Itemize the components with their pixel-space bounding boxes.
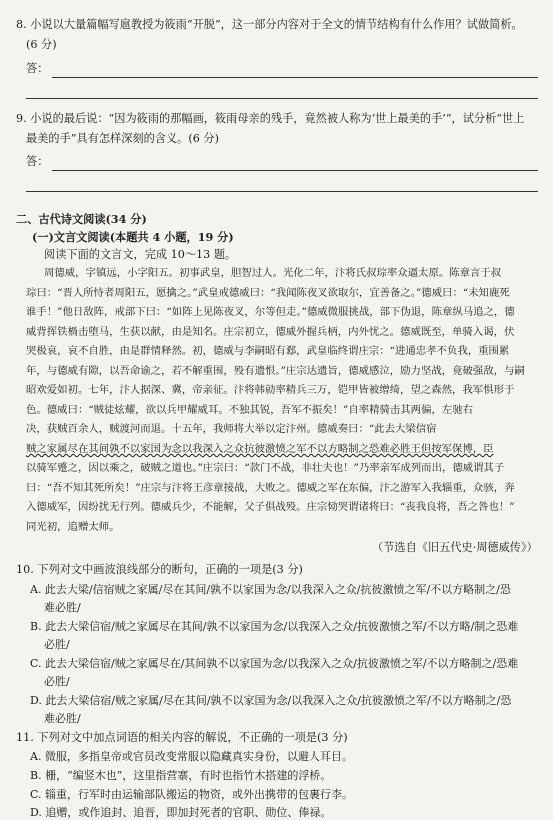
- passage-line-4: 威背挥铁楇击堕马，生获以献，由是知名。庄宗初立，德威外握兵柄，内外忧之。德威既至，单骑入谒，伏: [26, 326, 515, 338]
- q10-option-b-cont: 必胜/: [44, 638, 70, 651]
- passage-line-2: 琮曰：“晋人所恃者周阳五，愿擒之。”武皇戒德威曰：“我闻陈夜叉欲取尔，宜善备之。”德威曰：“未知鹿死: [26, 287, 510, 299]
- q10-option-c[interactable]: C. 此去大梁信宿/贼之家属尽在/其间孰不以家国为念/以我深入之众/抗彼激愤之军/不以方略制之/恐难: [30, 657, 519, 670]
- passage-line-14: 同光初，追赠太师。: [26, 521, 120, 533]
- q8-answer-label: 答：: [26, 62, 49, 75]
- passage-line-10-wavy: 贼之家属尽在其间孰不以家国为念以我深入之众抗彼激愤之军不以方略制之恐难必胜王但按军保博，臣: [26, 443, 494, 455]
- passage-line-6: 年，与德威有隙，以吾命谕之，若不解重围，殁有遗恨。”庄宗达遗旨，德威感泣，励力坚战，竟破强敌，与嗣: [26, 365, 525, 377]
- passage-line-9: 决，获贼百余人，贼渡河而退。十五年，我师将大举以定汴州。德威奏曰：“此去大梁信宿: [26, 423, 437, 435]
- q10-option-b[interactable]: B. 此去大梁信宿/贼之家属尽在其间/孰不以家国为念/以我深入之众/抗彼激愤之军/不以方略/制之恐难: [30, 620, 519, 633]
- q9-answer-line-2[interactable]: [26, 191, 538, 192]
- q8-answer-line-2[interactable]: [26, 98, 538, 99]
- q8-stem-line1: 8. 小说以大量篇幅写扈教授为筱雨“开脱”，这一部分内容对于全文的情节结构有什么作用？试做简析。: [16, 18, 523, 31]
- q9-stem-line2: 最美的手”具有怎样深刻的含义。(6 分): [26, 132, 219, 145]
- q10-option-a[interactable]: A. 此去大梁/信宿贼之家属/尽在其间/孰不以家国为念/以我深入之众/抗彼激愤之军/不以方略制之/恐: [30, 583, 511, 596]
- section-heading: 二、古代诗文阅读(34 分): [16, 212, 147, 226]
- q8-answer-line-1[interactable]: [52, 77, 538, 78]
- passage-line-13: 入德威军，因纷扰无行列。德威兵少，不能解，父子俱战殁。庄宗恸哭谓诸将曰：“丧我良将，吾之咎也！”: [26, 501, 515, 513]
- passage-line-12: 曰：“吾不知其死所矣！”庄宗与汴将王彦章接战，大败之。德威之军在东偏，汴之游军入我辎重，众骇，奔: [26, 482, 515, 494]
- q10-stem: 10. 下列对文中画波浪线部分的断句，正确的一项是(3 分): [16, 563, 303, 576]
- q10-option-a-cont: 难必胜/: [44, 601, 81, 614]
- q11-option-d[interactable]: D. 追赠，或作追封、追晋，即加封死者的官职、勋位、俸禄。: [30, 806, 332, 819]
- q11-option-a[interactable]: A. 微服，多指皇帝或官员改变常服以隐藏真实身份，以避人耳目。: [30, 750, 353, 763]
- q8-stem-line2: (6 分): [26, 38, 57, 51]
- q10-option-d-cont: 难必胜/: [44, 712, 81, 725]
- section-instruction: 阅读下面的文言文，完成 10～13 题。: [44, 248, 237, 261]
- passage-line-1: 周德威，字镇远，小字阳五。初事武皇，胆智过人。光化二年，汴将氏叔琮率众逼太原。陈章言于叔: [44, 267, 502, 279]
- passage-line-7: 昭欢爱如初。七年，汴人据深、冀，帝亲征。汴将韩勍率精兵三万，铠甲皆被缯绮，望之森然，我军惧形于: [26, 384, 515, 396]
- passage-line-8: 色。德威曰：“贼徒炫耀，欲以兵甲耀威耳。不独其锐，吾军不振矣！”自率精骑击其两偏，左驰右: [26, 404, 474, 416]
- q9-answer-label: 答：: [26, 155, 49, 168]
- passage-line-3: 谁手！”他日敌阵，戒部下曰：“如阵上见陈夜叉，尔等但走。”德威微服挑战，部下伪退，陈章纵马追之，德: [26, 306, 515, 318]
- passage-line-5: 哭极哀，哀不自胜，由是群情释然。初，德威与李嗣昭有郄，武皇临终谓庄宗：“进通忠孝不负我，重围累: [26, 345, 510, 357]
- q10-option-d[interactable]: D. 此去大梁信宿/贼之家属/尽在其间/孰不以家国为念/以我深入之众/抗彼激愤之军/不以方略制之/恐: [30, 694, 512, 707]
- q11-stem: 11. 下列对文中加点词语的相关内容的解说，不正确的一项是(3 分): [16, 731, 348, 744]
- passage-line-11: 以骑军蹙之，因以乘之，破贼之道也。”庄宗曰：“款门不战，非壮夫也！”乃率亲军成列而出，德威谓其子: [26, 462, 505, 474]
- q11-option-c[interactable]: C. 辎重，行军时由运输部队搬运的物资，或外出携带的包裹行李。: [30, 788, 354, 801]
- passage-source: （节选自《旧五代史·周德威传》）: [372, 541, 538, 554]
- q11-option-b[interactable]: B. 栅，“编竖木也”，这里指营寨，有时也指竹木搭建的浮桥。: [30, 769, 332, 782]
- q9-answer-line-1[interactable]: [52, 170, 538, 171]
- q10-option-c-cont: 必胜/: [44, 675, 70, 688]
- section-subheading: (一)文言文阅读(本题共 4 小题，19 分): [32, 230, 234, 244]
- q9-stem-line1: 9. 小说的最后说：“因为筱雨的那幅画，筱雨母亲的残手，竟然被人称为‘世上最美的手’”，试分析“世上: [16, 112, 525, 125]
